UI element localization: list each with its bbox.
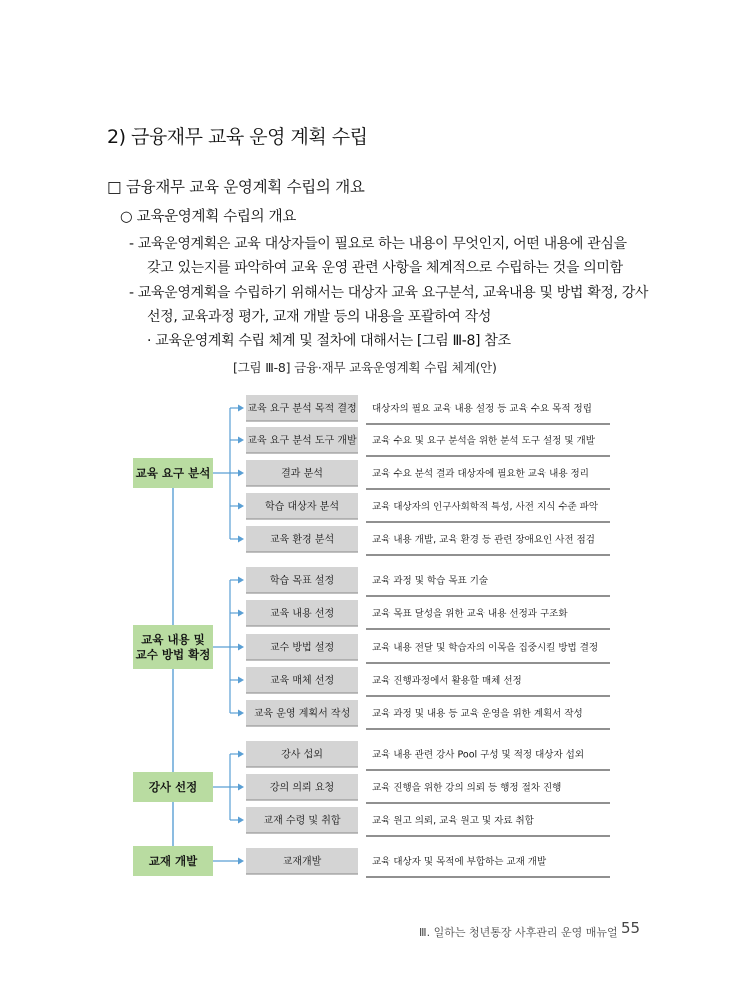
arrow-head-icon	[238, 784, 244, 791]
arrow-head-icon	[238, 405, 244, 412]
arrow-head-icon	[238, 644, 244, 651]
step-description: 교육 진행을 위한 강의 의뢰 등 행정 절차 진행	[372, 782, 562, 794]
step-label: 교육 운영 계획서 작성	[253, 708, 351, 720]
step-label: 학습 대상자 분석	[265, 501, 339, 513]
step-description: 교육 원고 의뢰, 교육 원고 및 자료 취합	[372, 815, 534, 827]
arrow-head-icon	[238, 710, 244, 717]
stage-label: 교재 개발	[148, 854, 198, 869]
running-title: Ⅲ. 일하는 청년통장 사후관리 운영 매뉴얼	[419, 926, 618, 939]
arrow-head-icon	[238, 470, 244, 477]
step-label: 학습 목표 설정	[269, 575, 335, 587]
step-description: 교육 과정 및 학습 목표 기술	[372, 575, 489, 587]
step-description: 대상자의 필요 교육 내용 설정 등 교육 수요 목적 정립	[372, 403, 592, 415]
stage-label: 강사 선정	[148, 780, 198, 795]
step-description: 교육 과정 및 내용 등 교육 운영을 위한 계획서 작성	[372, 708, 583, 720]
step-description: 교육 목표 달성을 위한 교육 내용 선정과 구조화	[372, 608, 568, 620]
arrow-head-icon	[238, 610, 244, 617]
stage-label: 교육 내용 및 교수 방법 확정	[135, 632, 211, 662]
step-label: 교육 매체 선정	[269, 675, 335, 687]
arrow-head-icon	[238, 577, 244, 584]
step-label: 교재 수령 및 취합	[263, 815, 341, 827]
bullet-line: · 교육운영계획 수립 체계 및 절차에 대해서는 [그림 Ⅲ-8] 참조	[147, 333, 511, 349]
step-description: 교육 진행과정에서 활용할 매체 선정	[372, 675, 522, 687]
step-label: 교육 요구 분석 목적 결정	[247, 403, 357, 415]
step-description: 교육 내용 관련 강사 Pool 구성 및 적정 대상자 섭외	[372, 749, 585, 761]
section-heading: 2) 금융재무 교육 운영 계획 수립	[107, 126, 368, 148]
bullet-line: - 교육운영계획은 교육 대상자들이 필요로 하는 내용이 무엇인지, 어떤 내용에 관심을	[129, 236, 627, 252]
arrow-head-icon	[238, 677, 244, 684]
step-label: 강의 의뢰 요청	[269, 782, 335, 794]
step-description: 교육 수요 및 요구 분석을 위한 분석 도구 설정 및 개발	[372, 435, 595, 447]
arrow-head-icon	[238, 817, 244, 824]
step-description: 교육 대상자의 인구사회학적 특성, 사전 지식 수준 파악	[372, 501, 599, 513]
step-label: 교육 내용 선정	[269, 608, 335, 620]
step-label: 교재개발	[282, 856, 322, 868]
step-label: 강사 섭외	[281, 749, 323, 761]
arrow-head-icon	[238, 437, 244, 444]
step-label: 교육 환경 분석	[269, 534, 335, 546]
item-heading: ○ 교육운영계획 수립의 개요	[120, 209, 297, 225]
step-description: 교육 내용 개발, 교육 환경 등 관련 장애요인 사전 점검	[372, 534, 595, 546]
page-number: 55	[621, 919, 641, 937]
step-label: 교육 요구 분석 도구 개발	[247, 435, 357, 447]
arrow-head-icon	[238, 858, 244, 865]
figure-caption: [그림 Ⅲ-8] 금융·재무 교육운영계획 수립 체계(안)	[233, 360, 497, 375]
bullet-line: 갖고 있는지를 파악하여 교육 운영 관련 사항을 체계적으로 수립하는 것을 의미함	[147, 260, 623, 276]
arrow-head-icon	[238, 503, 244, 510]
arrow-head-icon	[238, 536, 244, 543]
stage-label: 교육 요구 분석	[135, 466, 211, 481]
step-description: 교육 대상자 및 목적에 부합하는 교재 개발	[372, 856, 547, 868]
arrow-head-icon	[238, 751, 244, 758]
step-description: 교육 수요 분석 결과 대상자에 필요한 교육 내용 정리	[372, 468, 589, 480]
subsection-heading: □ 금융재무 교육 운영계획 수립의 개요	[107, 178, 365, 196]
step-label: 결과 분석	[281, 468, 323, 480]
bullet-line: 선정, 교육과정 평가, 교재 개발 등의 내용을 포괄하여 작성	[147, 309, 492, 325]
bullet-line: - 교육운영계획을 수립하기 위해서는 대상자 교육 요구분석, 교육내용 및 방법 확정, 강사	[129, 285, 649, 301]
step-label: 교수 방법 설정	[269, 642, 335, 654]
step-description: 교육 내용 전달 및 학습자의 이목을 집중시킬 방법 결정	[372, 642, 599, 654]
